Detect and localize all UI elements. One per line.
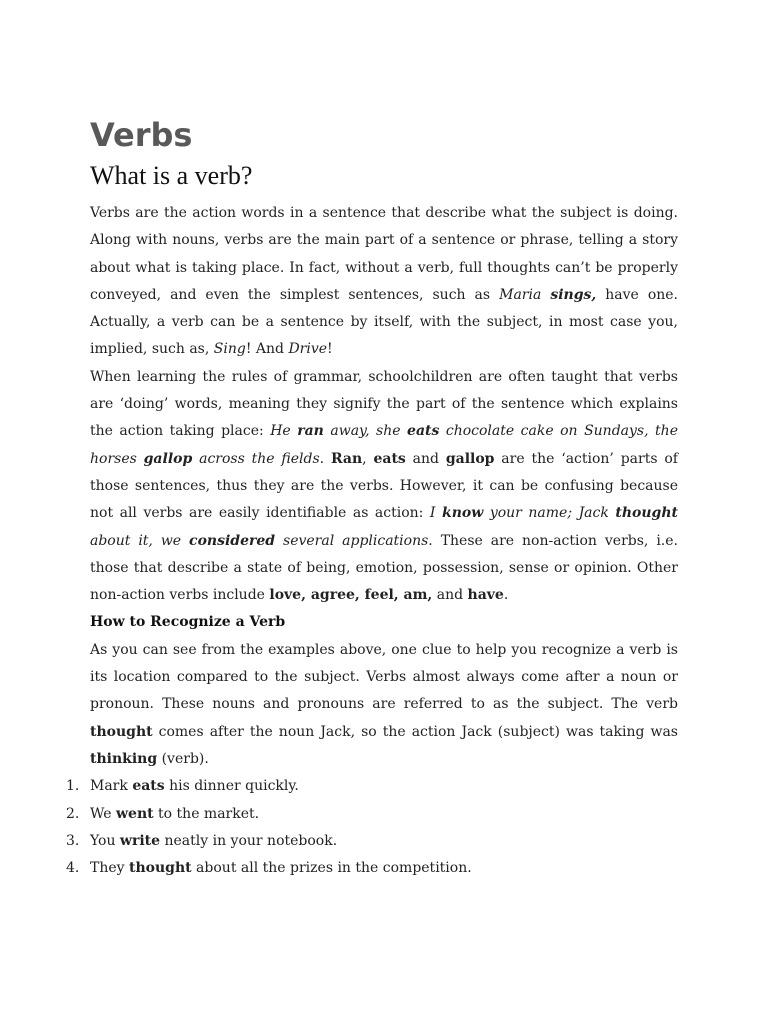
text-run: (verb). [157,750,209,767]
verb-text: eats [132,778,165,795]
text-run: ! And [245,341,289,358]
text-run: Ran [330,450,363,467]
text-run: considered [189,532,276,549]
text-run: . [319,450,331,467]
text-run: I [429,505,442,522]
verb-text: went [115,805,154,822]
list-item [66,855,678,882]
text-run: about it, we [90,532,190,549]
list-item [66,773,678,800]
page-title: Verbs [90,116,193,154]
list-number: 2. [66,805,80,822]
text-run: know [442,505,484,522]
verb-text: write [119,832,161,849]
text-run: and [432,587,468,604]
text-run: have [467,587,504,604]
text-run: ran [297,423,324,440]
list-number: 1. [66,778,80,795]
text-run: and [405,450,446,467]
verb-text: thought [129,860,192,877]
paragraph-definition [90,200,678,364]
text-run: They [90,860,129,877]
text-run: eats [407,423,440,440]
text-run: Verbs are the action words in a sentence that describe what the subject is doing. Along with nouns, verbs are the main part of a sentence or phrase, telling a story about what is taking place. In fact, without a verb, full thoughts can’t be properly conveyed, and even the simplest sentences, such as [90,205,678,303]
text-run: We [90,805,116,822]
text-run: sings, [550,286,597,303]
text-run: thought [90,723,153,740]
text-run: comes after the noun Jack, so the action Jack (subject) was taking was [152,723,678,740]
text-run: ! [327,341,333,358]
text-run: You [90,832,120,849]
list-item [66,828,678,855]
text-run: He [270,423,298,440]
text-run: have one. Actually, a verb can be a sentence by itself, with the subject, in most case you, implied, such as, [90,286,678,358]
text-run: away, she [323,423,408,440]
example-list [66,773,678,882]
text-run: are the ‘action’ parts of those sentences, thus they are the verbs. However, it can be confusing because not all verbs are easily identifiable as action: [90,450,678,522]
text-run: gallop [445,450,495,467]
text-run: his dinner quickly. [164,778,299,795]
subheading-recognize-verb: How to Recognize a Verb [90,614,286,631]
text-run: eats [373,450,406,467]
text-run: Mark [90,778,133,795]
text-run: . These are non-action verbs, i.e. those that describe a state of being, emotion, possession, sense or opinion. Other non-action verbs include [90,532,678,604]
text-run: across the fields [192,450,320,467]
list-number: 3. [66,832,80,849]
text-run: chocolate cake on Sundays, the horses [90,423,678,467]
text-run: neatly in your notebook. [160,832,338,849]
text-run: thought [615,505,678,522]
text-run: several applications [275,532,429,549]
list-number: 4. [66,860,80,877]
text-run: gallop [143,450,193,467]
paragraph-recognize [90,637,678,773]
text-run: As you can see from the examples above, one clue to help you recognize a verb is its location compared to the subject. Verbs almost always come after a noun or pronoun. These nouns and pronouns are referred to as the subject. The verb [90,641,678,713]
text-run: Sing [213,341,246,358]
list-item [66,801,678,828]
text-run: to the market. [153,805,260,822]
text-run: . [503,587,509,604]
text-run: love, agree, feel, am, [269,587,433,604]
text-run: , [362,450,374,467]
text-run: thinking [90,750,158,767]
text-run: Drive [288,341,328,358]
paragraph-action-verbs [90,364,678,610]
text-run: When learning the rules of grammar, schoolchildren are often taught that verbs are ‘doing’ words, meaning they signify the part of the sentence which explains the action taking place: [90,368,678,440]
text-run: Maria [499,286,551,303]
document-content [66,112,678,882]
section-heading: What is a verb? [90,161,253,190]
text-run: about all the prizes in the competition. [191,860,472,877]
text-run: your name; Jack [483,505,616,522]
